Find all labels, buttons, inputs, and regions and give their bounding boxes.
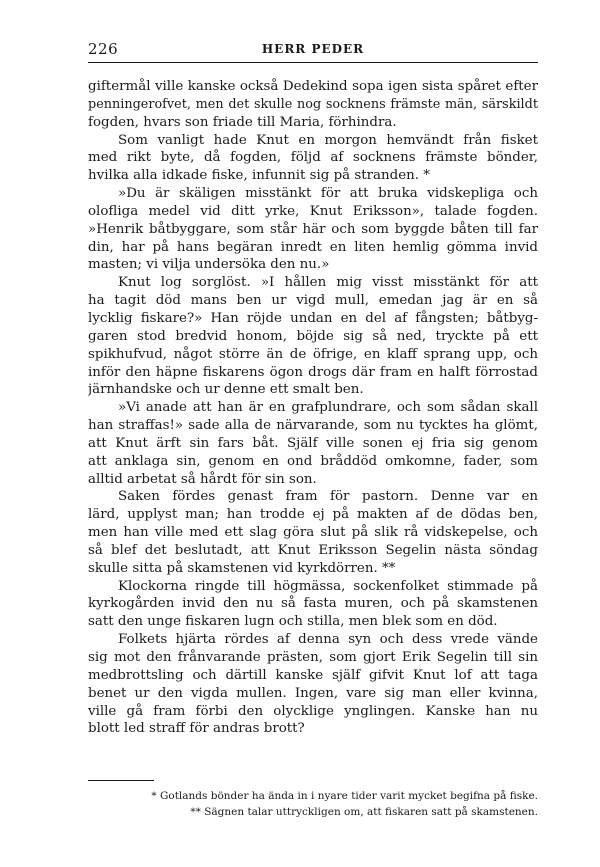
text-line: masten; vi vilja undersöka den nu.» <box>88 257 330 273</box>
text-line: ville gå fram förbi den olycklige ynglingen. Kanske han nu <box>88 703 538 719</box>
text-line: fogden, hvars son friade till Maria, förhindra. <box>88 114 397 130</box>
text-line: garen stod bredvid honom, böjde sig så ned, tryckte på ett <box>88 328 538 344</box>
text-line: blott led straff för andras brott? <box>88 721 305 737</box>
text-line: sig mot den frånvarande prästen, som gjort Erik Segelin till sin <box>88 650 538 665</box>
text-line: ha tagit död mans ben ur vigd mull, emedan jag är en så <box>88 293 538 309</box>
text-line: Klockorna ringde till högmässa, sockenfolket stimmade på <box>118 578 538 594</box>
body-text <box>88 78 538 738</box>
text-line: din, har på hans begäran inredt en liten hemlig gömma invid <box>88 239 538 255</box>
running-title: HERR PEDER <box>261 42 365 56</box>
text-line: Knut log sorglöst. »I hållen mig visst misstänkt för att <box>118 275 538 291</box>
text-line: satt den unge fiskaren lugn och stilla, men blek som en död. <box>88 614 498 630</box>
text-line: medbrottsling och därtill kanske själf gifvit Knut lof att taga <box>88 667 538 683</box>
text-line: med rikt byte, då fogden, följd af socknens främste bönder, <box>88 150 538 166</box>
header-rule <box>88 62 538 63</box>
text-line: »Du är skäligen misstänkt för att bruka vidskepliga och <box>118 186 538 202</box>
text-line: inför den häpne fiskarens ögon drogs där fram en halft förrostad <box>88 364 538 380</box>
text-line: att Knut ärft sin fars båt. Själf ville sonen ej fria sig genom <box>88 435 538 451</box>
text-line: benet ur den vigda mullen. Ingen, vare sig man eller kvinna, <box>88 685 538 701</box>
text-line: »Vi anade att han är en grafplundrare, och som sådan skall <box>118 400 538 416</box>
text-line: olofliga medel vid ditt yrke, Knut Eriksson», talade fogden. <box>88 203 538 219</box>
text-line: lycklig fiskare?» Han röjde undan en del af fångsten; båtbyg- <box>88 310 538 326</box>
text-line: Folkets hjärta rördes af denna syn och dess vrede vände <box>118 632 538 648</box>
text-line: Som vanligt hade Knut en morgon hemvändt från fisket <box>118 132 538 148</box>
text-line: han straffas!» sade alla de närvarande, som nu tycktes ha glömt, <box>88 418 538 434</box>
text-line: så blef det beslutadt, att Knut Eriksson Segelin nästa söndag <box>88 542 538 558</box>
text-line: hvilka alla idkade fiske, infunnit sig på stranden. * <box>88 168 430 184</box>
page-number: 226 <box>88 40 119 58</box>
text-line: lärd, upplyst man; han trodde ej på makten af de dödas ben, <box>88 507 538 523</box>
footnote: ** Sägnen talar uttryckligen om, att fiskaren satt på skamstenen. <box>190 806 538 818</box>
page-header <box>88 40 538 60</box>
footnotes <box>88 788 538 820</box>
text-line: skulle sitta på skamstenen vid kyrkdörren. ** <box>88 560 396 576</box>
text-line: järnhandske och ur denne ett smalt ben. <box>88 382 364 398</box>
text-line: penningerofvet, men det skulle nog socknens främste män, särskildt <box>88 96 538 112</box>
text-line: spikhufvud, något större än de öfrige, en klaff sprang upp, och <box>88 346 538 362</box>
text-line: »Henrik båtbyggare, som står här och som byggde båten till far <box>88 221 538 237</box>
text-line: Saken fördes genast fram för pastorn. Denne var en <box>118 489 538 505</box>
footnote: * Gotlands bönder ha ända in i nyare tider varit mycket begifna på fiske. <box>151 790 538 802</box>
text-line: men han ville med ett slag göra slut på slik rå vidskepelse, och <box>88 525 538 541</box>
text-line: kyrkogården invid den nu så fasta muren, och på skamstenen <box>88 596 538 612</box>
text-line: att anklaga sin, genom en ond bråddöd omkomne, fader, som <box>88 453 538 469</box>
text-line: alltid arbetat så hårdt för sin son. <box>88 471 317 487</box>
text-line: giftermål ville kanske också Dedekind sopa igen sista spåret efter <box>88 79 538 94</box>
footnote-rule <box>88 780 154 781</box>
